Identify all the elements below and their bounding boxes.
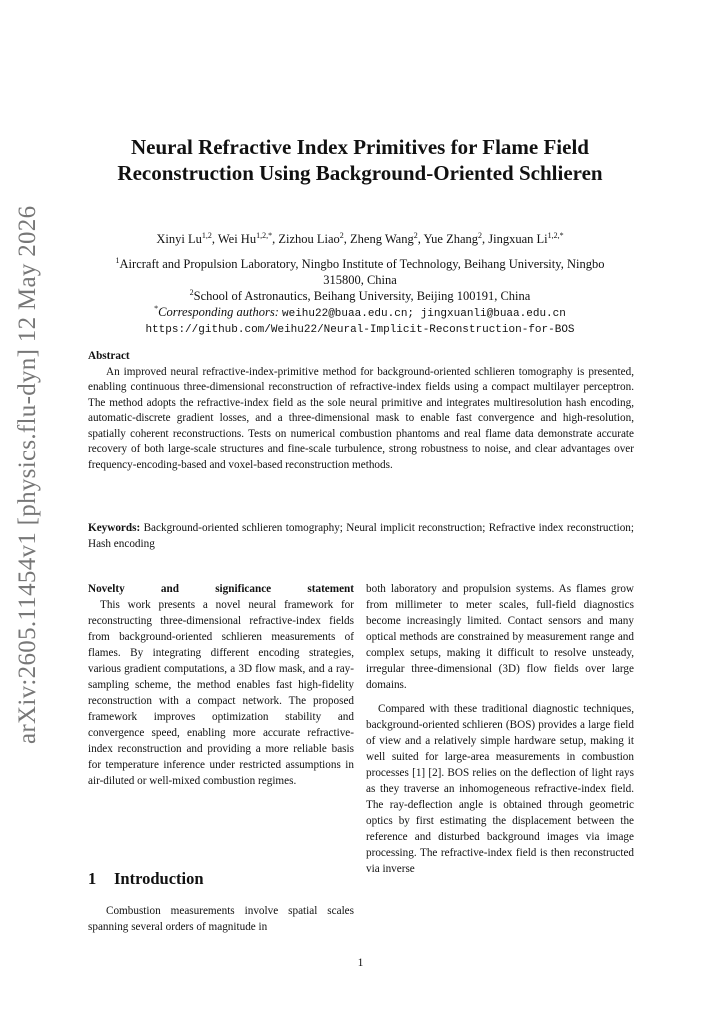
arxiv-identifier: arXiv:2605.11454v1 [physics.flu-dyn] 12 May 2026 [14,205,41,744]
paper-title: Neural Refractive Index Primitives for Flame Field Reconstruction Using Background-Oriented Schlieren [117,135,603,185]
author-name: Zizhou Liao [278,232,340,246]
novelty-text: This work presents a novel neural framework for reconstructing three-dimensional refractive-index fields from background-oriented schlieren measurements of flames. By integrating different encoding strategies, various gradient computations, a 3D flow mask, and a ray-sampling scheme, the method enables fast high-fidelity reconstruction with a compact network. The proposed framework improves optimization stability and convergence speed, enabling more accurate refractive-index reconstruction and providing a more reliable basis for temperature inference under restricted assumptions in air-diluted or well-mixed combustion regimes. [88,599,354,787]
author-name: Zheng Wang [350,232,414,246]
affiliations [100,256,620,338]
section-title: Introduction [114,869,204,888]
author-affiliation-mark: 1,2,* [256,231,273,240]
author-name: Xinyi Lu [156,232,202,246]
affiliation-2: $^2$School of Astronautics, Beihang University, Beijing 100191, China [189,288,531,303]
novelty-heading: Novelty and significance statement [88,583,354,595]
author-affiliation-mark: 2 [413,231,418,240]
intro-paragraph-2: Compared with these traditional diagnostic techniques, background-oriented schlieren (BOS) provides a large field of view and a relatively simple hardware setup, making it well suited for large-area measurements in combustion processes [1] [2]. BOS relies on the deflection of light rays as they traverse an inhomogeneous refractive-index field. The ray-deflection angle is obtained through geometric optics by first estimating the displacement between the reference and disturbed background images via image processing. The refractive-index field is then reconstructed via inverse [366,703,634,875]
keywords [88,520,634,552]
intro-paragraph-1-start: Combustion measurements involve spatial scales spanning several orders of magnitude in [88,905,354,933]
abstract-heading: Abstract [88,350,130,362]
author-list: Xinyi Lu$^{1,2}$, Wei $Hu^{1,2,*}$, Zizhou Liao$^2$, Zheng Wang$^2$, Yue Zhang$^2$, Jingxuan $Li^{1,2,*}$ [156,231,564,246]
code-repository-link[interactable]: https://github.com/Weihu22/Neural-Implicit-Reconstruction-for-BOS [145,324,575,336]
corresponding-authors: *Corresponding authors: weihu22@buaa.edu.cn; jingxuanli@buaa.edu.cn [154,304,566,320]
right-column [366,581,634,877]
section-heading-introduction [88,869,354,889]
intro-paragraph-1-continued: both laboratory and propulsion systems. As flames grow from millimeter to meter scales, full-field diagnostics become increasingly limited. Contact sensors and many optical methods are constrained by measurement range and complex setups, making it difficult to resolve unsteady, irregular three-dimensional (3D) flow fields over large domains. [366,583,634,691]
corresponding-emails[interactable]: weihu22@buaa.edu.cn; jingxuanli@buaa.edu.cn [282,308,566,320]
author-name: Jingxuan Li [488,232,548,246]
abstract-text: An improved neural refractive-index-primitive method for background-oriented schlieren tomography is presented, enabling continuous three-dimensional reconstruction of refractive-index fields using a compact multilayer perceptron. The method adopts the refractive-index field as the sole neural primitive and integrates multiresolution hash encoding, automatic-discrete gradient losses, and a three-dimensional mask to enable fast convergence and high-resolution, spatially coherent reconstructions. Tests on numerical combustion phantoms and real flame data demonstrate accurate recovery of both large-scale structures and fine-scale turbulence, strong robustness to noise, and clear advantages over frequency-encoding-based and voxel-based reconstruction methods. [88,365,634,471]
abstract [88,349,634,473]
page-number: 1 [357,957,364,969]
affiliation-1: $^1$Aircraft and Propulsion Laboratory, Ningbo Institute of Technology, Beihang University, Ningbo 315800, China [115,256,605,287]
keywords-text: Background-oriented schlieren tomography; Neural implicit reconstruction; Refractive index reconstruction; Hash encoding [88,522,634,550]
author-name: Wei Hu [217,232,257,246]
author-name: Yue Zhang [423,232,479,246]
author-affiliation-mark: 2 [478,231,483,240]
corresponding-label: Corresponding authors: [158,305,279,319]
section-number: 1 [88,869,97,888]
author-affiliation-mark: 2 [339,231,344,240]
left-column [88,581,354,789]
keywords-label: Keywords: [88,522,141,534]
author-affiliation-mark: 1,2 [201,231,212,240]
author-affiliation-mark: 1,2,* [547,231,564,240]
